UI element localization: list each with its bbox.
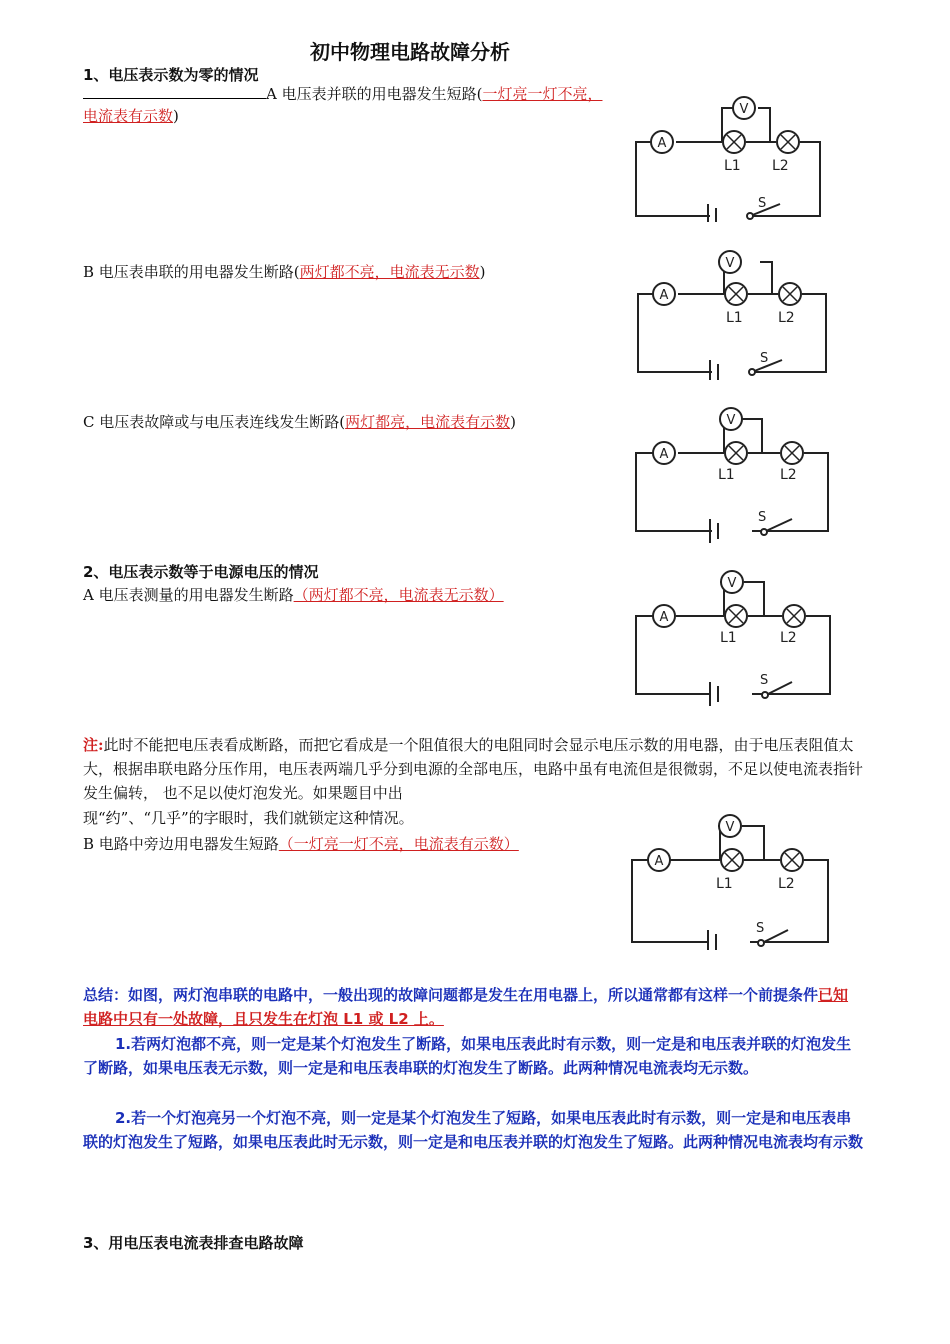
- circuit-wire: [636, 453, 712, 531]
- circuit-label: S: [760, 673, 769, 688]
- circuit-label: A: [659, 288, 669, 303]
- circuit-wire: [636, 616, 710, 694]
- note-label: 注:: [83, 736, 104, 754]
- summary-premise: 已知电路中只有一处故障，且只发生在灯泡 L1 或 L2 上。: [83, 986, 849, 1028]
- circuit-label: L1: [720, 630, 737, 646]
- circuit-diagram-3: [632, 405, 832, 545]
- circuit-label: A: [659, 447, 669, 462]
- circuit-component-icon: [747, 213, 753, 219]
- circuit-label: L1: [718, 467, 735, 483]
- section-1-item-b: B 电压表串联的用电器发生断路(两灯都不亮，电流表无示数): [83, 263, 486, 281]
- circuit-component-icon: [762, 692, 768, 698]
- note-paragraph-2: 现“约”、“几乎”的字眼时，我们就锁定这种情况。: [83, 809, 414, 827]
- item-c-answer: 两灯都亮，电流表有示数: [345, 413, 511, 431]
- circuit-component-icon: [758, 940, 764, 946]
- section-2-item-a: A 电压表测量的用电器发生断路（两灯都不亮，电流表无示数）: [83, 586, 504, 604]
- summary-point-2: 2.若一个灯泡亮另一个灯泡不亮，则一定是某个灯泡发生了短路，如果电压表此时有示数，则一定是和电压表串联的灯泡发生了短路，如果电压表此时无示数，则一定是和电压表并联的灯泡发生了短路。此两种情况电流表均有示数: [83, 1109, 864, 1151]
- circuit-label: A: [659, 610, 669, 625]
- summary-intro: 总结：如图，两灯泡串联的电路中，一般出现的故障问题都是发生在用电器上，所以通常都有这样一个前提条件已知电路中只有一处故障，且只发生在灯泡 L1 或 L2 上。: [83, 986, 849, 1028]
- circuit-diagram-4: [632, 566, 832, 706]
- voltmeter-label: V: [739, 102, 749, 117]
- section-2-item-b: B 电路中旁边用电器发生短路（一灯亮一灯不亮，电流表有示数）: [83, 835, 519, 853]
- section-1-heading: 1、电压表示数为零的情况: [83, 66, 259, 84]
- circuit-component-icon: [761, 529, 767, 535]
- circuit-label: L2: [778, 310, 795, 326]
- circuit-wire: [758, 108, 770, 142]
- ammeter-label: A: [657, 136, 667, 151]
- lamp2-label: L2: [772, 158, 789, 174]
- circuit-label: L1: [726, 310, 743, 326]
- item-2b-answer: （一灯亮一灯不亮，电流表有示数）: [278, 835, 519, 853]
- circuit-label: S: [756, 921, 765, 936]
- circuit-wire: [632, 860, 708, 942]
- circuit-component-icon: [749, 369, 755, 375]
- circuit-label: S: [760, 351, 769, 366]
- circuit-label: V: [727, 576, 737, 591]
- answer-blank: [83, 84, 266, 99]
- circuit-wire: [768, 682, 792, 694]
- circuit-wire: [766, 519, 792, 531]
- section-2-heading: 2、电压表示数等于电源电压的情况: [83, 563, 319, 581]
- circuit-wire: [742, 826, 764, 860]
- section-3-heading: 3、用电压表电流表排查电路故障: [83, 1234, 304, 1252]
- circuit-wire: [744, 582, 764, 616]
- circuit-label: V: [725, 820, 735, 835]
- circuit-wire: [638, 294, 712, 372]
- lamp1-label: L1: [724, 158, 741, 174]
- summary-point-1: 1.若两灯泡都不亮，则一定是某个灯泡发生了断路，如果电压表此时有示数，则一定是和电压表并联的灯泡发生了断路，如果电压表无示数，则一定是和电压表串联的灯泡发生了断路。此两种情况电流表均无示数。: [83, 1035, 852, 1077]
- item-2a-answer: （两灯都不亮，电流表无示数）: [293, 586, 504, 604]
- circuit-label: L2: [778, 876, 795, 892]
- circuit-wire: [764, 930, 788, 942]
- circuit-diagram-5: [628, 810, 838, 950]
- circuit-wire: [636, 142, 710, 216]
- section-1-item-c: C 电压表故障或与电压表连线发生断路(两灯都亮，电流表有示数): [83, 413, 516, 431]
- circuit-label: A: [654, 854, 664, 869]
- circuit-diagram-1: [630, 92, 830, 222]
- circuit-label: S: [758, 510, 767, 525]
- circuit-label: V: [726, 413, 736, 428]
- circuit-diagram-2: [632, 250, 832, 380]
- circuit-label: L2: [780, 467, 797, 483]
- circuit-label: L1: [716, 876, 733, 892]
- circuit-label: L2: [780, 630, 797, 646]
- switch-label: S: [758, 196, 767, 211]
- note-paragraph: 注:此时不能把电压表看成断路，而把它看成是一个阻值很大的电阻同时会显示电压示数的用电器，由于电压表阻值太大，根据串联电路分压作用，电压表两端几乎分到电源的全部电压，电路中虽有电流但是很微弱，不足以使电流表指针发生偏转， 也不足以使灯泡发光。如果题目中出: [83, 736, 864, 802]
- circuit-wire: [760, 262, 772, 294]
- section-1-item-a: A 电压表并联的用电器发生短路(一灯亮一灯不亮，电流表有示数): [83, 85, 603, 125]
- item-a-answer: 一灯亮一灯不亮，电流表有示数: [83, 85, 603, 125]
- item-b-answer: 两灯都不亮，电流表无示数: [299, 263, 480, 281]
- circuit-label: V: [725, 256, 735, 271]
- page-title: 初中物理电路故障分析: [310, 40, 510, 64]
